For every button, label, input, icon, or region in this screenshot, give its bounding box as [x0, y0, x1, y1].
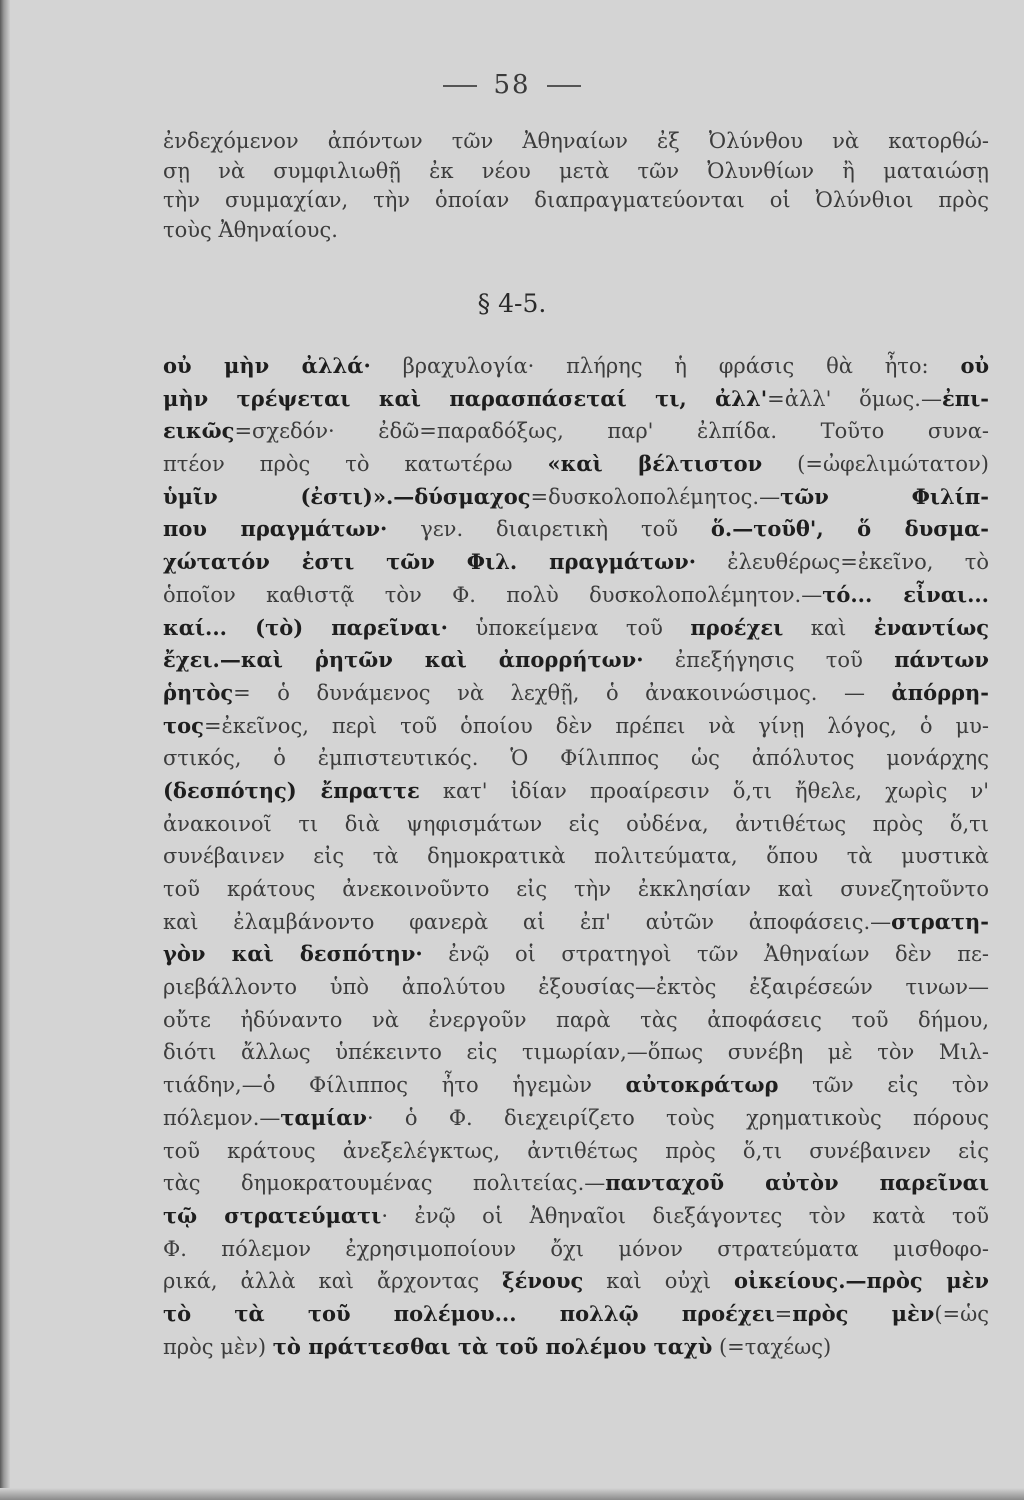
text-line [163, 127, 989, 157]
text-line [163, 157, 989, 187]
bold-lemma: τὸ τὰ τοῦ πολέμου... πολλῷ προέχει [163, 1300, 775, 1326]
commentary-text: καὶ ἐλαμβάνοντο φανερὰ αἱ ἐπ' αὐτῶν ἀποφάσεις.— [163, 909, 892, 934]
bold-lemma: ταμίαν [280, 1104, 367, 1130]
text-line [163, 938, 989, 971]
text-line [163, 546, 989, 579]
text-line [163, 1167, 989, 1200]
text-line [163, 513, 989, 546]
bold-lemma: τῶν Φιλίπ- [780, 483, 989, 509]
commentary-text: =ἐκεῖνος, περὶ τοῦ ὁποίου δὲν πρέπει νὰ γίνῃ λόγος, ὁ μυ- [203, 713, 989, 738]
commentary-text: σῃ νὰ συμφιλιωθῇ ἐκ νέου μετὰ τῶν Ὀλυνθίων ἢ ματαιώσῃ [163, 158, 989, 183]
commentary-text: Φ. πόλεμον ἐχρησιμοποίουν ὄχι μόνον στρατεύματα μισθοφο- [163, 1236, 989, 1261]
bold-lemma: πανταχοῦ αὐτὸν παρεῖναι [605, 1170, 989, 1196]
commentary-text: ὑποκείμενα τοῦ [447, 615, 691, 640]
commentary-text: ρικά, ἀλλὰ καὶ ἄρχοντας [163, 1269, 503, 1294]
bold-lemma: (δεσπότης) ἔπραττε [163, 777, 420, 803]
commentary-text: = ὁ δυνάμενος νὰ λεχθῇ, ὁ ἀνακοινώσιμος. — [233, 680, 892, 705]
bold-lemma: πάντων [894, 647, 989, 673]
header-dash-right [547, 85, 581, 87]
commentary-text: τὴν συμμαχίαν, τὴν ὁποίαν διαπραγματεύονται οἱ Ὀλύνθιοι πρὸς [163, 188, 989, 212]
bold-lemma: στρατη- [891, 908, 989, 934]
commentary-text: τῶν εἰς τὸν [778, 1073, 989, 1098]
text-line [163, 906, 989, 939]
text-line [163, 1298, 989, 1331]
bold-lemma: καί... (τὸ) παρεῖναι· [163, 614, 448, 640]
text-line [163, 677, 989, 710]
text-line [163, 1102, 989, 1135]
commentary-text: ἀνακοινοῖ τι διὰ ψηφισμάτων εἰς οὐδένα, ἀντιθέτως πρὸς ὅ,τι [163, 811, 989, 836]
bold-lemma: ἀπόρρη- [891, 679, 989, 705]
commentary-text: τιάδην,—ὁ Φίλιππος ἦτο ἡγεμὼν [163, 1073, 626, 1098]
bold-lemma: τος [163, 712, 204, 738]
text-line [163, 1331, 989, 1364]
text-line [163, 1233, 989, 1266]
commentary-text: στικός, ὁ ἐμπιστευτικός. Ὁ Φίλιππος ὡς ἀπόλυτος μονάρχης [163, 746, 989, 771]
commentary-text: =σχεδόν· ἐδῶ=παραδόξως, παρ' ἐλπίδα. Τοῦτο συνα- [234, 419, 989, 444]
text-line [163, 710, 989, 743]
commentary-text: συνέβαινεν εἰς τὰ δημοκρατικὰ πολιτεύματα, ὅπου τὰ μυστικὰ [163, 844, 989, 869]
bold-lemma: οὐ μὴν ἀλλά· [163, 353, 371, 378]
commentary-text: πρὸς μὲν) [163, 1334, 273, 1359]
text-line [163, 873, 989, 906]
commentary-text: βραχυλογία· πλήρης ἡ φράσις θὰ ἦτο: [370, 354, 961, 378]
text-line [163, 383, 989, 416]
text-line [163, 971, 989, 1004]
text-line [163, 415, 989, 448]
bold-lemma: «καὶ βέλτιστον [547, 451, 763, 477]
bold-lemma: ὅ.—τοῦθ', ὅ δυσμα- [710, 516, 989, 542]
text-line [163, 186, 989, 216]
commentary-text: καὶ [783, 615, 874, 640]
commentary-text: ἐλευθέρως=ἐκεῖνο, τὸ [696, 550, 989, 575]
commentary-text: πόλεμον.— [163, 1105, 281, 1130]
bold-lemma: ἐπι- [941, 385, 989, 411]
commentary-paragraph [163, 350, 989, 1363]
commentary-text: (=ὠφελιμώτατον) [762, 452, 989, 477]
commentary-text: ἐπεξήγησις τοῦ [643, 648, 895, 673]
commentary-text: (=ὡς [934, 1301, 989, 1326]
text-line [163, 840, 989, 873]
bold-lemma: πρὸς μὲν [792, 1300, 935, 1326]
text-line [163, 1069, 989, 1102]
bold-lemma: γὸν καὶ δεσπότην· [163, 941, 423, 967]
commentary-text: ριεβάλλοντο ὑπὸ ἀπολύτου ἐξουσίας—ἐκτὸς ἐξαιρέσεών τινων— [163, 975, 989, 1000]
text-line [163, 350, 989, 383]
commentary-text: οὔτε ἠδύναντο νὰ ἐνεργοῦν παρὰ τὰς ἀποφάσεις τοῦ δήμου, [163, 1007, 989, 1032]
bold-lemma: ἔχει.—καὶ ῥητῶν καὶ ἀπορρήτων· [163, 647, 644, 673]
bold-lemma: οἰκείους.—πρὸς μὲν [734, 1268, 989, 1294]
text-line [163, 1200, 989, 1233]
text-line [163, 579, 989, 612]
commentary-text: γεν. διαιρετικὴ τοῦ [387, 517, 711, 542]
commentary-text: · ὁ Φ. διεχειρίζετο τοὺς χρηματικοὺς πόρους [366, 1105, 989, 1130]
page-edge-left [0, 0, 10, 1500]
commentary-text: =ἀλλ' ὅμως.— [767, 386, 942, 411]
text-line [163, 775, 989, 808]
text-line [163, 481, 989, 514]
bold-lemma: αὐτοκράτωρ [625, 1072, 779, 1098]
text-line [163, 1135, 989, 1168]
text-line [163, 216, 989, 246]
bold-lemma: τὸ πράττεσθαι τὰ τοῦ πολέμου ταχὺ [272, 1333, 713, 1359]
bold-lemma: ἐναντίως [873, 614, 989, 640]
commentary-text: ἐνῷ οἱ στρατηγοὶ τῶν Ἀθηναίων δὲν πε- [422, 942, 989, 967]
bold-lemma: τῷ στρατεύματι [163, 1202, 382, 1228]
commentary-text: κατ' ἰδίαν προαίρεσιν ὅ,τι ἤθελε, χωρὶς ν' [419, 778, 989, 803]
text-line [163, 644, 989, 677]
commentary-text: (=ταχέως) [712, 1334, 832, 1359]
commentary-text: καὶ οὐχὶ [583, 1269, 735, 1294]
text-line [163, 448, 989, 481]
commentary-text: τοῦ κράτους ἀνεκοινοῦντο εἰς τὴν ἐκκλησίαν καὶ συνεζητοῦντο [163, 877, 989, 901]
bold-lemma: ὑμῖν (ἐστι)».—δύσμαχος [163, 483, 531, 509]
text-line [163, 1004, 989, 1037]
text-line [163, 1036, 989, 1069]
commentary-text: ὁποῖον καθιστᾷ τὸν Φ. πολὺ δυσκολοπολέμητον.— [163, 582, 823, 607]
commentary-text: πτέον πρὸς τὸ κατωτέρω [163, 452, 548, 477]
text-line [163, 742, 989, 775]
bold-lemma: χώτατόν ἐστι τῶν Φιλ. πραγμάτων· [163, 549, 697, 575]
bold-lemma: προέχει [690, 614, 784, 640]
bold-lemma: μὴν τρέψεται καὶ παρασπάσεταί τι, ἀλλ' [163, 385, 768, 411]
section-heading: § 4-5. [477, 289, 547, 318]
commentary-text: τὰς δημοκρατουμένας πολιτείας.— [163, 1171, 606, 1196]
commentary-text: · ἐνῷ οἱ Ἀθηναῖοι διεξάγοντες τὸν κατὰ τοῦ [381, 1203, 989, 1228]
page-number-header [0, 70, 1024, 100]
bold-lemma: οὐ [960, 353, 989, 378]
text-line [163, 612, 989, 645]
commentary-text: =δυσκολοπολέμητος.— [530, 484, 781, 509]
bold-lemma: ξένους [502, 1268, 584, 1294]
commentary-text: διότι ἄλλως ὑπέκειντο εἰς τιμωρίαν,—ὅπως συνέβη μὲ τὸν Μιλ- [163, 1040, 989, 1065]
bold-lemma: ῥητὸς [163, 679, 234, 705]
header-dash-left [443, 85, 477, 87]
bold-lemma: που πραγμάτων· [163, 516, 388, 542]
commentary-text: τοῦ κράτους ἀνεξελέγκτως, ἀντιθέτως πρὸς ὅ,τι συνέβαινεν εἰς [163, 1138, 989, 1163]
text-line [163, 1265, 989, 1298]
page-number: 58 [493, 70, 531, 100]
text-line [163, 808, 989, 841]
commentary-text: = [774, 1301, 793, 1326]
commentary-text: τοὺς Ἀθηναίους. [163, 217, 338, 242]
commentary-text: ἐνδεχόμενον ἀπόντων τῶν Ἀθηναίων ἐξ Ὀλύνθου νὰ κατορθώ- [163, 129, 989, 153]
page-edge-bottom [0, 1488, 1024, 1500]
paragraph-continuation [163, 127, 989, 245]
bold-lemma: τό... εἶναι... [822, 581, 989, 607]
bold-lemma: εικῶς [163, 418, 235, 444]
